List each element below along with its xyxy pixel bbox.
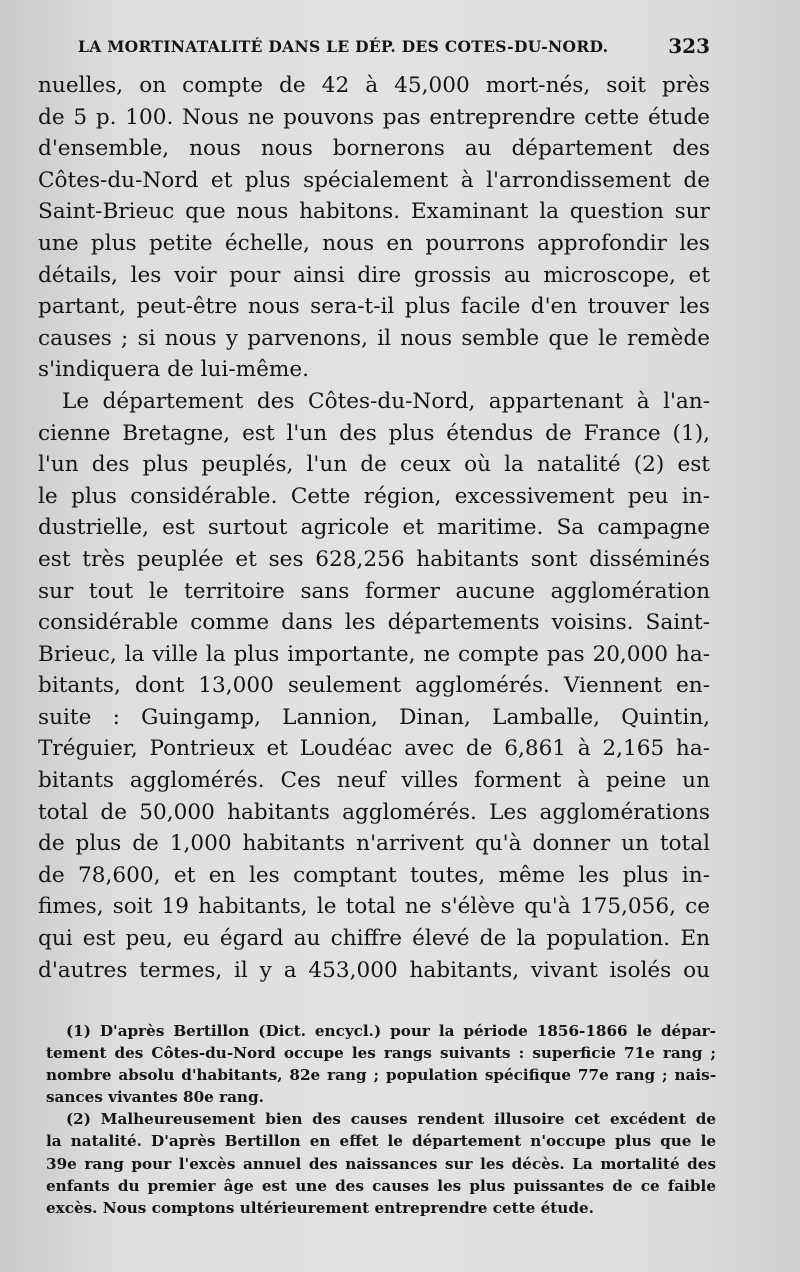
- footnote-line: enfants du premier âge est une des causes les plus puissantes de ce faible: [46, 1176, 716, 1195]
- running-title: LA MORTINATALITÉ DANS LE DÉP. DES COTES-DU-NORD.: [78, 37, 609, 56]
- footnotes: [46, 1020, 716, 1219]
- body-line: sur tout le territoire sans former aucune agglomération: [38, 578, 710, 604]
- body-line: une plus petite échelle, nous en pourrons approfondir les: [38, 230, 710, 256]
- body-line: dustrielle, est surtout agricole et maritime. Sa campagne: [38, 515, 710, 541]
- body-line: total de 50,000 habitants agglomérés. Les agglomérations: [38, 799, 710, 825]
- body-line: fimes, soit 19 habitants, le total ne s'élève qu'à 175,056, ce: [38, 894, 710, 920]
- body-line: s'indiquera de lui-même.: [38, 357, 309, 383]
- body-line: le plus considérable. Cette région, excessivement peu in-: [38, 483, 710, 509]
- body-line: cienne Bretagne, est l'un des plus étendus de France (1),: [38, 420, 710, 446]
- body-line: l'un des plus peuplés, l'un de ceux où la natalité (2) est: [38, 452, 710, 478]
- body-line: de 5 p. 100. Nous ne pouvons pas entreprendre cette étude: [38, 104, 710, 130]
- body-line: Le département des Côtes-du-Nord, appartenant à l'an-: [62, 388, 710, 414]
- footnote-line: (1) D'après Bertillon (Dict. encycl.) pour la période 1856-1866 le dépar-: [66, 1022, 716, 1040]
- body-line: Brieuc, la ville la plus importante, ne compte pas 20,000 ha-: [38, 641, 710, 667]
- body-line: Tréguier, Pontrieux et Loudéac avec de 6,861 à 2,165 ha-: [38, 736, 710, 762]
- footnote-line: 39e rang pour l'excès annuel des naissances sur les décès. La mortalité des: [46, 1154, 716, 1173]
- body-line: bitants, dont 13,000 seulement agglomérés. Viennent en-: [38, 673, 710, 699]
- body-line: partant, peut-être nous sera-t-il plus facile d'en trouver les: [38, 294, 710, 320]
- body-line: est très peuplée et ses 628,256 habitants sont disséminés: [38, 546, 710, 572]
- footnote-line: nombre absolu d'habitants, 82e rang ; population spécifique 77e rang ; nais-: [46, 1066, 716, 1085]
- body-line: bitants agglomérés. Ces neuf villes forment à peine un: [38, 768, 710, 794]
- body-text: [38, 70, 710, 986]
- footnote-line: la natalité. D'après Bertillon en effet le département n'occupe plus que le: [46, 1132, 716, 1151]
- body-line: suite : Guingamp, Lannion, Dinan, Lamballe, Quintin,: [38, 704, 710, 730]
- body-line: considérable comme dans les départements voisins. Saint-: [38, 610, 710, 636]
- page-number: 323: [668, 34, 710, 58]
- footnote-line: excès. Nous comptons ultérieurement entreprendre cette étude.: [46, 1198, 594, 1217]
- footnote-line: tement des Côtes-du-Nord occupe les rangs suivants : superficie 71e rang ;: [46, 1044, 716, 1063]
- body-line: d'autres termes, il y a 453,000 habitants, vivant isolés ou: [38, 957, 710, 983]
- body-line: d'ensemble, nous nous bornerons au département des: [38, 136, 710, 162]
- body-line: nuelles, on compte de 42 à 45,000 mort-nés, soit près: [38, 73, 710, 98]
- body-line: causes ; si nous y parvenons, il nous semble que le remède: [38, 325, 710, 351]
- body-line: qui est peu, eu égard au chiffre élevé de la population. En: [38, 926, 710, 952]
- body-line: détails, les voir pour ainsi dire grossis au microscope, et: [38, 262, 710, 288]
- body-line: de plus de 1,000 habitants n'arrivent qu'à donner un total: [38, 831, 710, 857]
- page-header: [62, 34, 712, 62]
- body-line: Saint-Brieuc que nous habitons. Examinant la question sur: [38, 199, 710, 225]
- footnote-line: (2) Malheureusement bien des causes rendent illusoire cet excédent de: [66, 1110, 716, 1129]
- body-line: de 78,600, et en les comptant toutes, même les plus in-: [38, 862, 710, 888]
- body-line: Côtes-du-Nord et plus spécialement à l'arrondissement de: [38, 167, 710, 193]
- footnote-line: sances vivantes 80e rang.: [46, 1088, 264, 1107]
